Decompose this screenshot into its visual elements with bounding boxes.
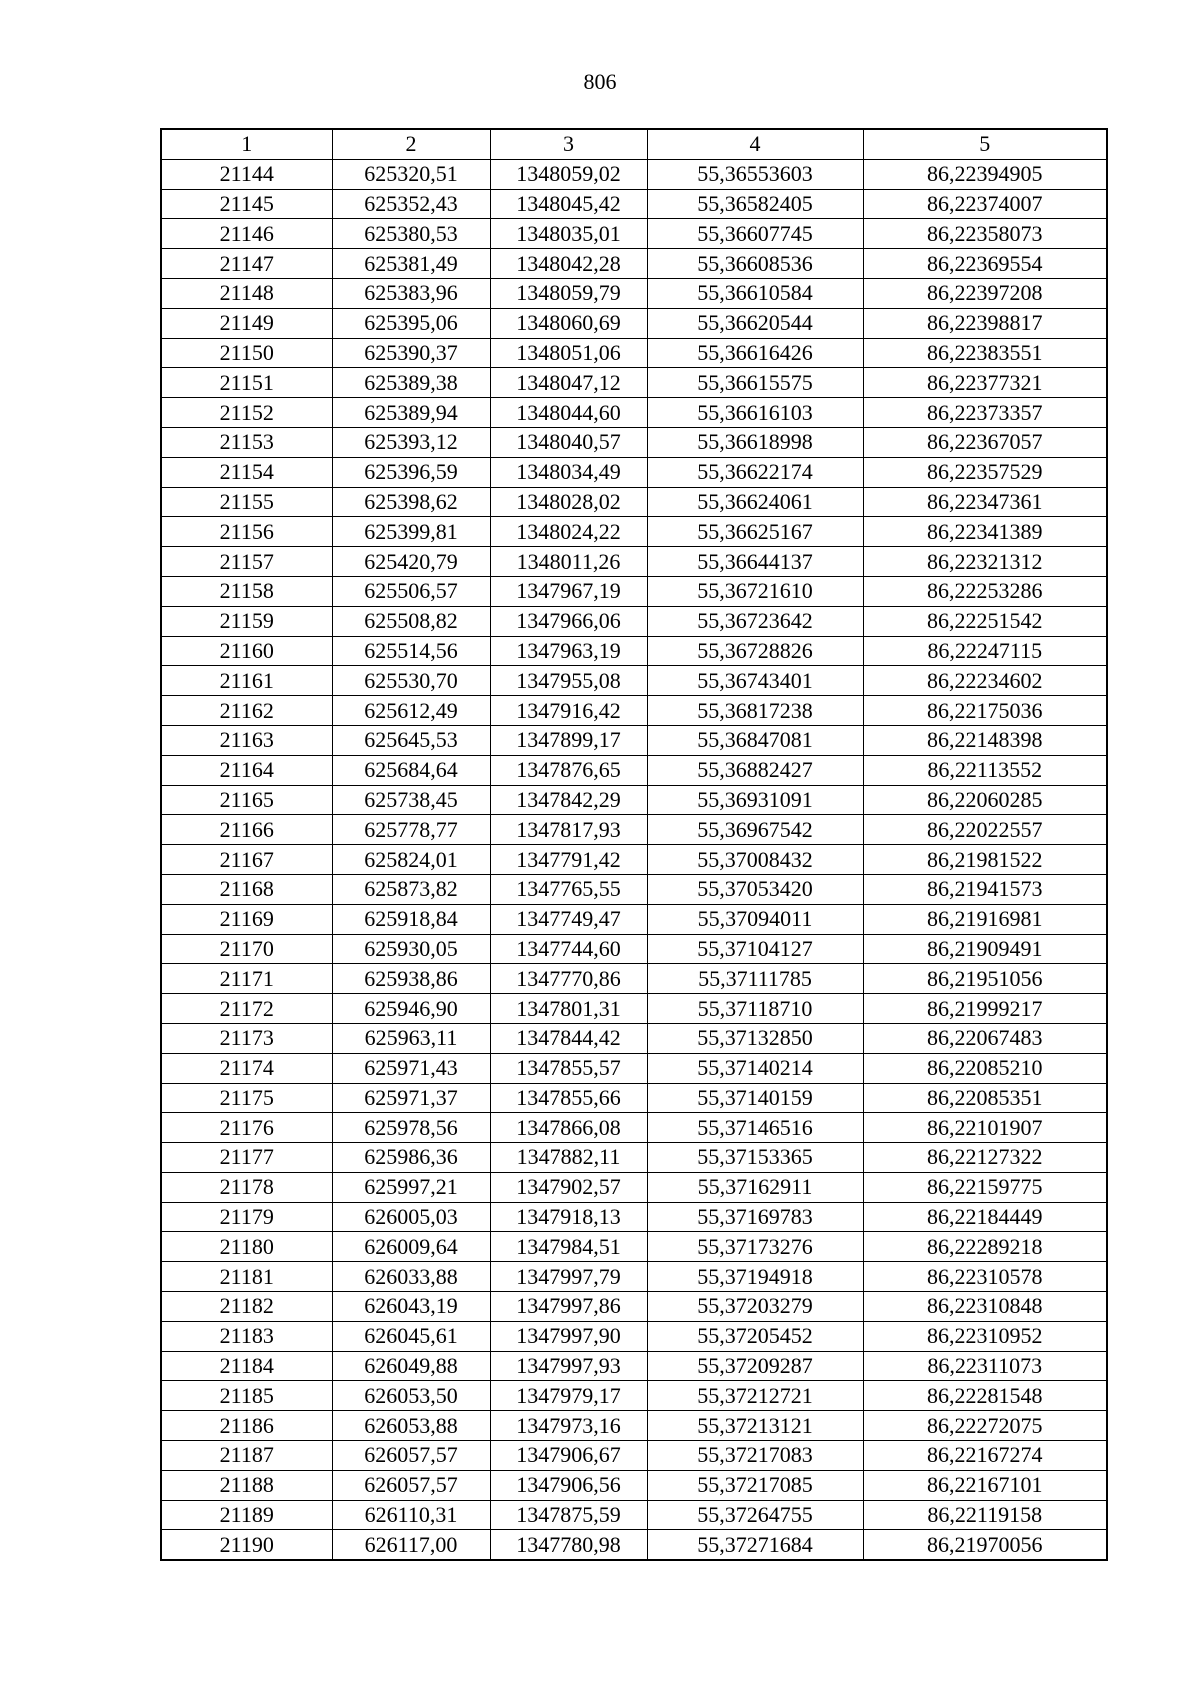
longitude-cell: 86,22358073 [863,219,1107,249]
y-coordinate-cell: 1347906,67 [490,1441,647,1471]
table-row [161,249,1107,279]
y-coordinate-cell: 1348028,02 [490,487,647,517]
x-coordinate-cell: 626110,31 [332,1500,490,1530]
longitude-cell: 86,22234602 [863,666,1107,696]
point-number-cell: 21186 [161,1411,332,1441]
y-coordinate-cell: 1347780,98 [490,1530,647,1560]
latitude-cell: 55,37271684 [647,1530,863,1560]
y-coordinate-cell: 1347855,57 [490,1053,647,1083]
x-coordinate-cell: 625390,37 [332,338,490,368]
column-header-5: 5 [863,129,1107,159]
x-coordinate-cell: 625352,43 [332,189,490,219]
y-coordinate-cell: 1347906,56 [490,1470,647,1500]
longitude-cell: 86,21916981 [863,904,1107,934]
point-number-cell: 21154 [161,457,332,487]
table-row [161,1292,1107,1322]
x-coordinate-cell: 625738,45 [332,785,490,815]
table-row [161,1500,1107,1530]
x-coordinate-cell: 625514,56 [332,636,490,666]
x-coordinate-cell: 625380,53 [332,219,490,249]
y-coordinate-cell: 1347791,42 [490,845,647,875]
latitude-cell: 55,37264755 [647,1500,863,1530]
longitude-cell: 86,22310848 [863,1292,1107,1322]
longitude-cell: 86,22311073 [863,1351,1107,1381]
latitude-cell: 55,36721610 [647,576,863,606]
longitude-cell: 86,22321312 [863,547,1107,577]
y-coordinate-cell: 1347866,08 [490,1113,647,1143]
y-coordinate-cell: 1347749,47 [490,904,647,934]
latitude-cell: 55,36728826 [647,636,863,666]
latitude-cell: 55,37169783 [647,1202,863,1232]
table-body [161,159,1107,1560]
point-number-cell: 21171 [161,964,332,994]
y-coordinate-cell: 1347997,93 [490,1351,647,1381]
latitude-cell: 55,36616426 [647,338,863,368]
table-row [161,1143,1107,1173]
longitude-cell: 86,22022557 [863,815,1107,845]
table-row [161,934,1107,964]
longitude-cell: 86,22247115 [863,636,1107,666]
latitude-cell: 55,37008432 [647,845,863,875]
y-coordinate-cell: 1347765,55 [490,874,647,904]
table-row [161,159,1107,189]
point-number-cell: 21187 [161,1441,332,1471]
x-coordinate-cell: 625930,05 [332,934,490,964]
point-number-cell: 21148 [161,278,332,308]
latitude-cell: 55,36931091 [647,785,863,815]
point-number-cell: 21161 [161,666,332,696]
latitude-cell: 55,36582405 [647,189,863,219]
point-number-cell: 21173 [161,1023,332,1053]
longitude-cell: 86,22373357 [863,398,1107,428]
latitude-cell: 55,37217085 [647,1470,863,1500]
point-number-cell: 21166 [161,815,332,845]
y-coordinate-cell: 1347916,42 [490,696,647,726]
table-row [161,606,1107,636]
point-number-cell: 21190 [161,1530,332,1560]
y-coordinate-cell: 1347876,65 [490,755,647,785]
table-row [161,1321,1107,1351]
latitude-cell: 55,36610584 [647,278,863,308]
point-number-cell: 21170 [161,934,332,964]
table-row [161,398,1107,428]
x-coordinate-cell: 625399,81 [332,517,490,547]
table-row [161,755,1107,785]
x-coordinate-cell: 625320,51 [332,159,490,189]
x-coordinate-cell: 625508,82 [332,606,490,636]
latitude-cell: 55,36615575 [647,368,863,398]
x-coordinate-cell: 625645,53 [332,725,490,755]
latitude-cell: 55,37153365 [647,1143,863,1173]
latitude-cell: 55,36847081 [647,725,863,755]
x-coordinate-cell: 625997,21 [332,1172,490,1202]
table-row [161,666,1107,696]
table-header [161,129,1107,159]
y-coordinate-cell: 1347844,42 [490,1023,647,1053]
latitude-cell: 55,37209287 [647,1351,863,1381]
point-number-cell: 21185 [161,1381,332,1411]
x-coordinate-cell: 625684,64 [332,755,490,785]
table-row [161,308,1107,338]
x-coordinate-cell: 626043,19 [332,1292,490,1322]
x-coordinate-cell: 625393,12 [332,427,490,457]
latitude-cell: 55,37194918 [647,1262,863,1292]
x-coordinate-cell: 625612,49 [332,696,490,726]
point-number-cell: 21151 [161,368,332,398]
longitude-cell: 86,22167101 [863,1470,1107,1500]
longitude-cell: 86,22394905 [863,159,1107,189]
y-coordinate-cell: 1347997,86 [490,1292,647,1322]
latitude-cell: 55,36608536 [647,249,863,279]
latitude-cell: 55,36882427 [647,755,863,785]
latitude-cell: 55,36553603 [647,159,863,189]
y-coordinate-cell: 1348060,69 [490,308,647,338]
x-coordinate-cell: 625824,01 [332,845,490,875]
latitude-cell: 55,37053420 [647,874,863,904]
table-row [161,1351,1107,1381]
header-row [161,129,1107,159]
point-number-cell: 21167 [161,845,332,875]
table-row [161,1381,1107,1411]
longitude-cell: 86,22251542 [863,606,1107,636]
x-coordinate-cell: 625938,86 [332,964,490,994]
point-number-cell: 21156 [161,517,332,547]
point-number-cell: 21168 [161,874,332,904]
table-row [161,1023,1107,1053]
point-number-cell: 21178 [161,1172,332,1202]
table-row [161,725,1107,755]
y-coordinate-cell: 1347855,66 [490,1083,647,1113]
longitude-cell: 86,22175036 [863,696,1107,726]
latitude-cell: 55,36620544 [647,308,863,338]
latitude-cell: 55,37132850 [647,1023,863,1053]
y-coordinate-cell: 1347817,93 [490,815,647,845]
longitude-cell: 86,22184449 [863,1202,1107,1232]
y-coordinate-cell: 1348059,79 [490,278,647,308]
point-number-cell: 21177 [161,1143,332,1173]
x-coordinate-cell: 625963,11 [332,1023,490,1053]
longitude-cell: 86,21909491 [863,934,1107,964]
point-number-cell: 21158 [161,576,332,606]
x-coordinate-cell: 626033,88 [332,1262,490,1292]
table-row [161,874,1107,904]
point-number-cell: 21145 [161,189,332,219]
point-number-cell: 21152 [161,398,332,428]
x-coordinate-cell: 625971,43 [332,1053,490,1083]
y-coordinate-cell: 1348044,60 [490,398,647,428]
latitude-cell: 55,37094011 [647,904,863,934]
x-coordinate-cell: 625396,59 [332,457,490,487]
x-coordinate-cell: 625389,38 [332,368,490,398]
table-row [161,785,1107,815]
x-coordinate-cell: 626049,88 [332,1351,490,1381]
table-row [161,1441,1107,1471]
point-number-cell: 21181 [161,1262,332,1292]
point-number-cell: 21176 [161,1113,332,1143]
y-coordinate-cell: 1348051,06 [490,338,647,368]
point-number-cell: 21147 [161,249,332,279]
longitude-cell: 86,21951056 [863,964,1107,994]
y-coordinate-cell: 1348024,22 [490,517,647,547]
point-number-cell: 21165 [161,785,332,815]
longitude-cell: 86,22377321 [863,368,1107,398]
table-row [161,547,1107,577]
table-row [161,517,1107,547]
latitude-cell: 55,37104127 [647,934,863,964]
point-number-cell: 21188 [161,1470,332,1500]
latitude-cell: 55,36618998 [647,427,863,457]
y-coordinate-cell: 1348059,02 [490,159,647,189]
point-number-cell: 21175 [161,1083,332,1113]
y-coordinate-cell: 1347801,31 [490,994,647,1024]
longitude-cell: 86,22347361 [863,487,1107,517]
table-row [161,1262,1107,1292]
point-number-cell: 21157 [161,547,332,577]
x-coordinate-cell: 625420,79 [332,547,490,577]
y-coordinate-cell: 1348011,26 [490,547,647,577]
table-row [161,1411,1107,1441]
longitude-cell: 86,22113552 [863,755,1107,785]
point-number-cell: 21179 [161,1202,332,1232]
latitude-cell: 55,37205452 [647,1321,863,1351]
table-row [161,964,1107,994]
table-row [161,815,1107,845]
column-header-3: 3 [490,129,647,159]
latitude-cell: 55,36607745 [647,219,863,249]
table-row [161,1232,1107,1262]
point-number-cell: 21164 [161,755,332,785]
x-coordinate-cell: 626117,00 [332,1530,490,1560]
x-coordinate-cell: 625918,84 [332,904,490,934]
column-header-2: 2 [332,129,490,159]
point-number-cell: 21146 [161,219,332,249]
y-coordinate-cell: 1347842,29 [490,785,647,815]
x-coordinate-cell: 625986,36 [332,1143,490,1173]
longitude-cell: 86,22383551 [863,338,1107,368]
y-coordinate-cell: 1348045,42 [490,189,647,219]
y-coordinate-cell: 1347882,11 [490,1143,647,1173]
x-coordinate-cell: 625395,06 [332,308,490,338]
point-number-cell: 21149 [161,308,332,338]
table-row [161,904,1107,934]
longitude-cell: 86,22310578 [863,1262,1107,1292]
x-coordinate-cell: 625383,96 [332,278,490,308]
table-row [161,427,1107,457]
x-coordinate-cell: 626053,50 [332,1381,490,1411]
y-coordinate-cell: 1347875,59 [490,1500,647,1530]
x-coordinate-cell: 626053,88 [332,1411,490,1441]
table-row [161,1113,1107,1143]
point-number-cell: 21153 [161,427,332,457]
longitude-cell: 86,22374007 [863,189,1107,219]
latitude-cell: 55,36967542 [647,815,863,845]
point-number-cell: 21189 [161,1500,332,1530]
x-coordinate-cell: 625778,77 [332,815,490,845]
y-coordinate-cell: 1347984,51 [490,1232,647,1262]
latitude-cell: 55,37140214 [647,1053,863,1083]
y-coordinate-cell: 1348034,49 [490,457,647,487]
longitude-cell: 86,21970056 [863,1530,1107,1560]
longitude-cell: 86,22397208 [863,278,1107,308]
longitude-cell: 86,22159775 [863,1172,1107,1202]
latitude-cell: 55,37217083 [647,1441,863,1471]
latitude-cell: 55,36817238 [647,696,863,726]
y-coordinate-cell: 1348035,01 [490,219,647,249]
longitude-cell: 86,22085210 [863,1053,1107,1083]
longitude-cell: 86,22341389 [863,517,1107,547]
latitude-cell: 55,37140159 [647,1083,863,1113]
point-number-cell: 21163 [161,725,332,755]
latitude-cell: 55,36743401 [647,666,863,696]
y-coordinate-cell: 1347967,19 [490,576,647,606]
latitude-cell: 55,36622174 [647,457,863,487]
latitude-cell: 55,37162911 [647,1172,863,1202]
table-row [161,994,1107,1024]
y-coordinate-cell: 1347902,57 [490,1172,647,1202]
longitude-cell: 86,22148398 [863,725,1107,755]
longitude-cell: 86,22101907 [863,1113,1107,1143]
latitude-cell: 55,37146516 [647,1113,863,1143]
x-coordinate-cell: 625506,57 [332,576,490,606]
x-coordinate-cell: 626045,61 [332,1321,490,1351]
latitude-cell: 55,37173276 [647,1232,863,1262]
x-coordinate-cell: 625530,70 [332,666,490,696]
x-coordinate-cell: 625946,90 [332,994,490,1024]
table-row [161,1083,1107,1113]
y-coordinate-cell: 1347966,06 [490,606,647,636]
longitude-cell: 86,21941573 [863,874,1107,904]
longitude-cell: 86,22167274 [863,1441,1107,1471]
y-coordinate-cell: 1347955,08 [490,666,647,696]
table-row [161,1053,1107,1083]
x-coordinate-cell: 625398,62 [332,487,490,517]
longitude-cell: 86,22357529 [863,457,1107,487]
longitude-cell: 86,22253286 [863,576,1107,606]
y-coordinate-cell: 1348040,57 [490,427,647,457]
longitude-cell: 86,22060285 [863,785,1107,815]
table-row [161,1530,1107,1560]
table-row [161,1172,1107,1202]
point-number-cell: 21172 [161,994,332,1024]
y-coordinate-cell: 1348042,28 [490,249,647,279]
column-header-1: 1 [161,129,332,159]
point-number-cell: 21182 [161,1292,332,1322]
y-coordinate-cell: 1347770,86 [490,964,647,994]
longitude-cell: 86,22085351 [863,1083,1107,1113]
latitude-cell: 55,36616103 [647,398,863,428]
point-number-cell: 21184 [161,1351,332,1381]
x-coordinate-cell: 625971,37 [332,1083,490,1113]
y-coordinate-cell: 1347963,19 [490,636,647,666]
point-number-cell: 21183 [161,1321,332,1351]
y-coordinate-cell: 1348047,12 [490,368,647,398]
longitude-cell: 86,22119158 [863,1500,1107,1530]
table-row [161,696,1107,726]
x-coordinate-cell: 626009,64 [332,1232,490,1262]
x-coordinate-cell: 625873,82 [332,874,490,904]
point-number-cell: 21150 [161,338,332,368]
point-number-cell: 21169 [161,904,332,934]
longitude-cell: 86,22127322 [863,1143,1107,1173]
longitude-cell: 86,22367057 [863,427,1107,457]
x-coordinate-cell: 626005,03 [332,1202,490,1232]
column-header-4: 4 [647,129,863,159]
latitude-cell: 55,37203279 [647,1292,863,1322]
y-coordinate-cell: 1347979,17 [490,1381,647,1411]
latitude-cell: 55,37118710 [647,994,863,1024]
y-coordinate-cell: 1347744,60 [490,934,647,964]
longitude-cell: 86,22398817 [863,308,1107,338]
y-coordinate-cell: 1347997,79 [490,1262,647,1292]
table-row [161,487,1107,517]
x-coordinate-cell: 625978,56 [332,1113,490,1143]
table-row [161,845,1107,875]
longitude-cell: 86,21981522 [863,845,1107,875]
table-row [161,189,1107,219]
y-coordinate-cell: 1347973,16 [490,1411,647,1441]
longitude-cell: 86,21999217 [863,994,1107,1024]
latitude-cell: 55,37111785 [647,964,863,994]
latitude-cell: 55,36625167 [647,517,863,547]
table-row [161,1470,1107,1500]
point-number-cell: 21159 [161,606,332,636]
page-number: 806 [583,69,617,94]
table-row [161,1202,1107,1232]
longitude-cell: 86,22289218 [863,1232,1107,1262]
x-coordinate-cell: 625389,94 [332,398,490,428]
latitude-cell: 55,36723642 [647,606,863,636]
x-coordinate-cell: 625381,49 [332,249,490,279]
table-row [161,219,1107,249]
table-row [161,368,1107,398]
y-coordinate-cell: 1347997,90 [490,1321,647,1351]
longitude-cell: 86,22310952 [863,1321,1107,1351]
longitude-cell: 86,22369554 [863,249,1107,279]
y-coordinate-cell: 1347918,13 [490,1202,647,1232]
table-row [161,576,1107,606]
point-number-cell: 21180 [161,1232,332,1262]
table-row [161,636,1107,666]
table-row [161,278,1107,308]
point-number-cell: 21155 [161,487,332,517]
latitude-cell: 55,37213121 [647,1411,863,1441]
latitude-cell: 55,36624061 [647,487,863,517]
point-number-cell: 21174 [161,1053,332,1083]
longitude-cell: 86,22281548 [863,1381,1107,1411]
x-coordinate-cell: 626057,57 [332,1470,490,1500]
coordinates-table [160,128,1108,1561]
x-coordinate-cell: 626057,57 [332,1441,490,1471]
latitude-cell: 55,37212721 [647,1381,863,1411]
latitude-cell: 55,36644137 [647,547,863,577]
table-row [161,457,1107,487]
table-row [161,338,1107,368]
longitude-cell: 86,22272075 [863,1411,1107,1441]
y-coordinate-cell: 1347899,17 [490,725,647,755]
point-number-cell: 21162 [161,696,332,726]
longitude-cell: 86,22067483 [863,1023,1107,1053]
point-number-cell: 21160 [161,636,332,666]
point-number-cell: 21144 [161,159,332,189]
